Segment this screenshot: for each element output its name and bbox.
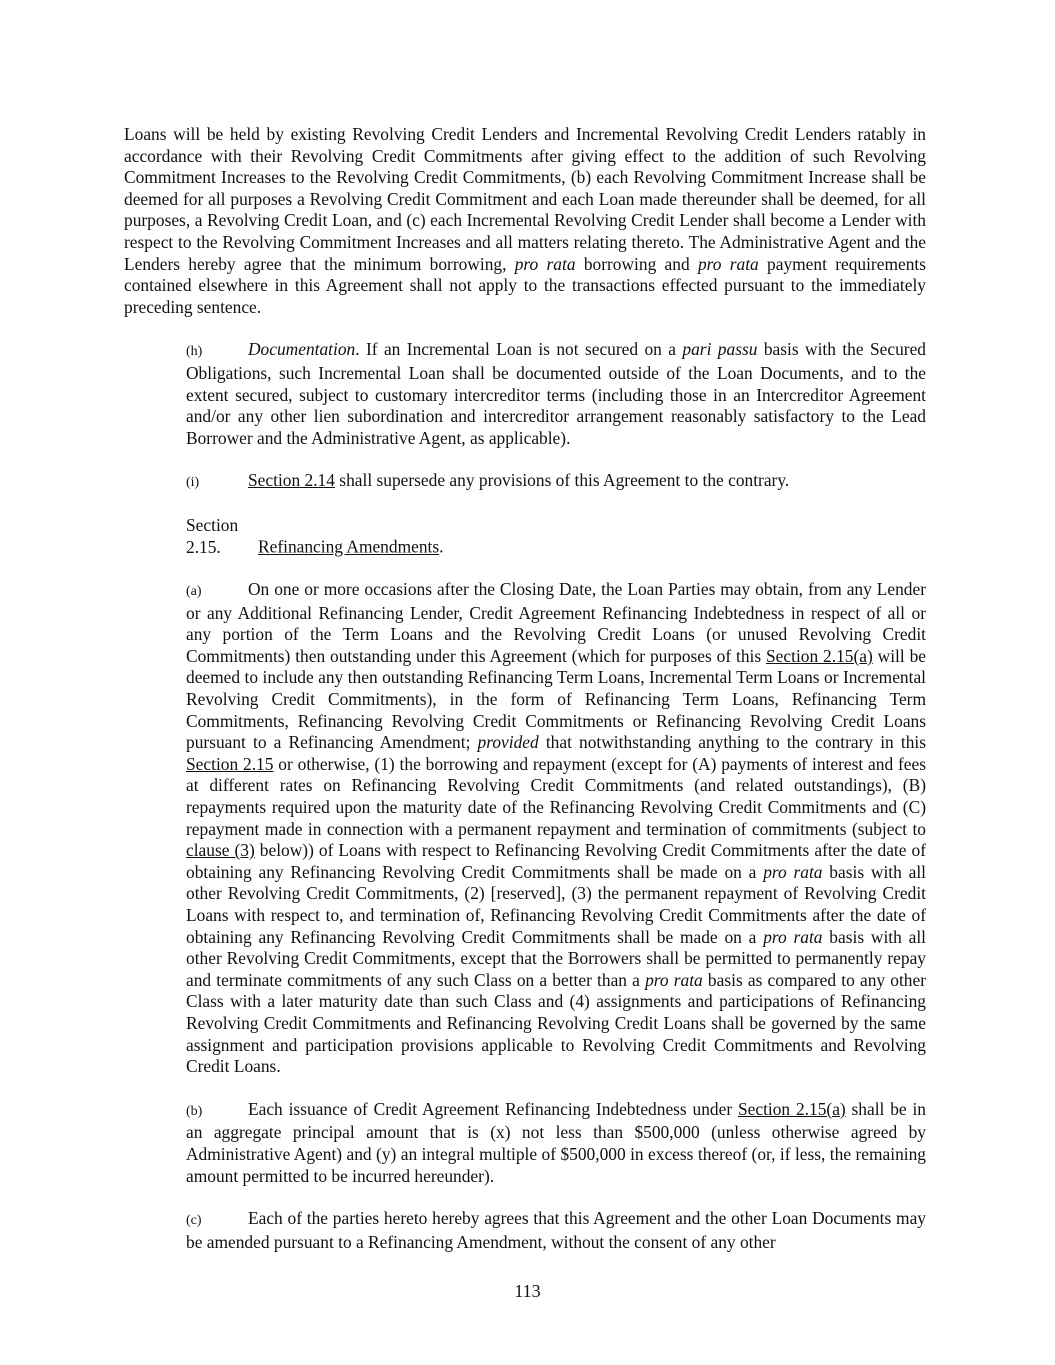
paragraph-a: (a) On one or more occasions after the Closing Date, the Loan Parties may obtain, from any Lender or any Additional Refinancing Lender, Credit Agreement Refinancing Indebtedness in respect of all or any portion of the Term Loans and the Revolving Credit Loans (or unused Revolving Credit Commitments) then outstanding under this Agreement (which for purposes of this Section 2.15(a) will be deemed to include any then outstanding Refinancing Term Loans, Incremental Term Loans or Incremental Revolving Credit Commitments), in the form of Refinancing Term Loans, Refinancing Term Commitments, Refinancing Revolving Credit Commitments or Refinancing Revolving Credit Loans pursuant to a Refinancing Amendment; provided that notwithstanding anything to the contrary in this Section 2.15 or otherwise, (1) the borrowing and repayment (except for (A) payments of interest and fees at different rates on Refinancing Revolving Credit Commitments (and related outstandings), (B) repayments required upon the maturity date of the Refinancing Revolving Credit Commitments and (C) repayment made in connection with a permanent repayment and termination of commitments (subject to clause (3) below)) of Loans with respect to Refinancing Revolving Credit Commitments after the date of obtaining any Refinancing Revolving Credit Commitments shall be made on a pro rata basis with all other Revolving Credit Commitments, (2) [reserved], (3) the permanent repayment of Revolving Credit Loans with respect to, and termination of, Refinancing Revolving Credit Commitments after the date of obtaining any Refinancing Revolving Credit Commitments shall be made on a pro rata basis with all other Revolving Credit Commitments, except that the Borrowers shall be permitted to permanently repay and terminate commitments of any such Class on a better than a pro rata basis as compared to any other Class with a later maturity date than such Class and (4) assignments and participations of Refinancing Revolving Credit Commitments and Refinancing Revolving Credit Loans shall be governed by the same assignment and participation provisions applicable to Revolving Credit Commitments and Revolving Credit Loans. <box>186 579 927 1077</box>
section-heading: Section 2.15. Refinancing Amendments. <box>186 514 444 557</box>
section-reference: Section 2.15 <box>186 753 274 774</box>
paragraph-b: (b) Each issuance of Credit Agreement Refinancing Indebtedness under Section 2.15(a) shall be in an aggregate principal amount that is (x) not less than $500,000 (unless otherwise agreed by Administrative Agent) and (y) an integral multiple of $500,000 in excess thereof (or, if less, the remaining amount permitted to be incurred hereunder). <box>186 1098 926 1186</box>
section-reference: Section 2.15(a) <box>737 1098 846 1119</box>
clause-label: (a) <box>186 584 202 600</box>
paragraph-continuation: Loans will be held by existing Revolving Credit Lenders and Incremental Revolving Credit Lenders ratably in accordance with their Revolving Credit Commitments after giving effect to the addition of such Revolving Commitment Increases to the Revolving Credit Commitments, (b) each Revolving Commitment Increase shall be deemed for all purposes a Revolving Credit Commitment and each Loan made thereunder shall be deemed, for all purposes, a Revolving Credit Loan, and (c) each Incremental Revolving Credit Lender shall become a Lender with respect to the Revolving Commitment Increases and all matters relating thereto. The Administrative Agent and the Lenders hereby agree that the minimum borrowing, pro rata borrowing and pro rata payment requirements contained elsewhere in this Agreement shall not apply to the transactions effected pursuant to the immediately preceding sentence. <box>124 124 926 317</box>
paragraph-h: (h) Documentation. If an Incremental Loan is not secured on a pari passu basis with the Secured Obligations, such Incremental Loan shall be documented outside of the Loan Documents, and to the extent secured, subject to customary intercreditor terms (including those in an Intercreditor Agreement and/or any other lien subordination and intercreditor arrangement reasonably satisfactory to the Lead Borrower and the Administrative Agent, as applicable). <box>186 339 926 448</box>
clause-reference: clause (3) <box>186 840 255 861</box>
section-number: Section 2.15. <box>186 514 239 557</box>
section-reference: Section 2.15(a) <box>766 645 873 666</box>
section-reference: Section 2.14 <box>248 470 335 491</box>
clause-label: (h) <box>186 344 203 360</box>
clause-heading: Documentation <box>248 339 356 360</box>
clause-label: (c) <box>186 1213 202 1229</box>
page-number: 113 <box>514 1281 541 1301</box>
paragraph-i: (i) Section 2.14 shall supersede any provisions of this Agreement to the contrary. <box>124 470 926 494</box>
section-title: Refinancing Amendments <box>258 536 440 557</box>
paragraph-c: (c) Each of the parties hereto hereby agrees that this Agreement and the other Loan Documents may be amended pursuant to a Refinancing Amendment, without the consent of any other <box>186 1208 926 1252</box>
clause-label: (b) <box>186 1103 203 1119</box>
document-body <box>124 124 926 1274</box>
clause-label: (i) <box>186 475 200 491</box>
